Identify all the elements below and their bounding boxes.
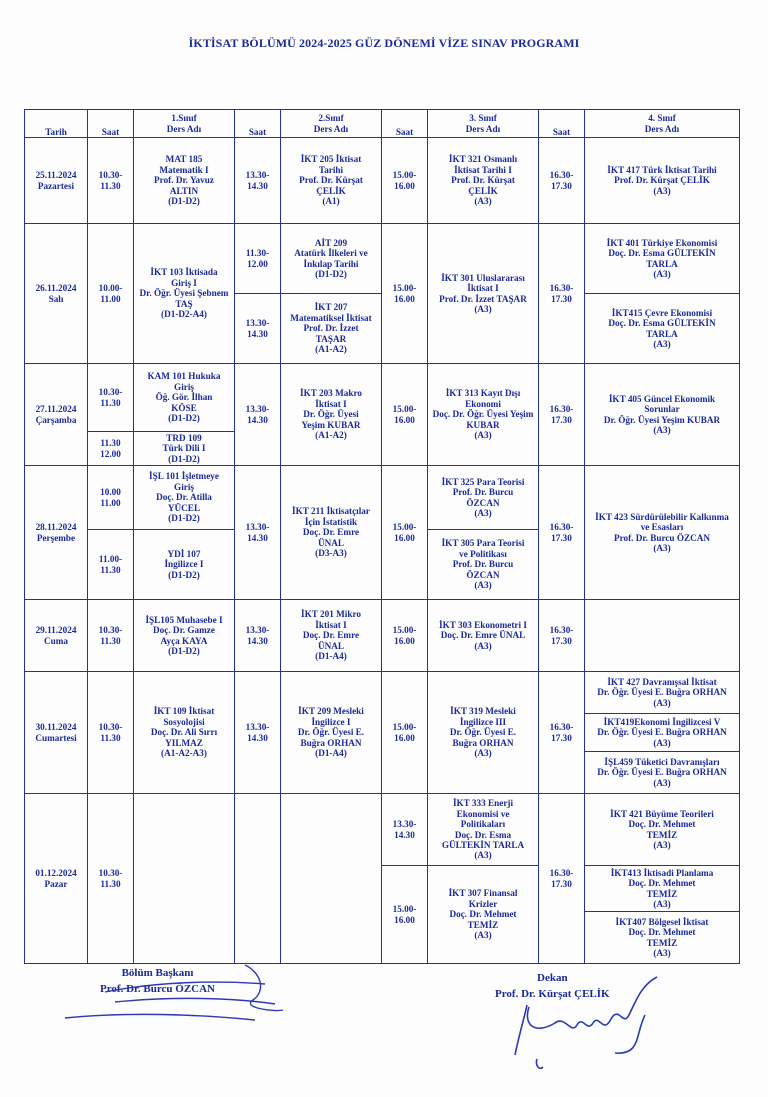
course-cell [134,794,235,964]
course-cell: İKT 103 İktisada Giriş I Dr. Öğr. Üyesi Şebnem TAŞ (D1-D2-A4) [134,224,235,364]
department-head-signature-scrawl [45,960,285,1030]
course-cell: İKT 211 İktisatçılar İçin İstatistik Doç. Dr. Emre ÜNAL (D3-A3) [281,466,382,600]
course-cell: İŞL459 Tüketici Davranışları Dr. Öğr. Üyesi E. Buğra ORHAN (A3) [585,752,740,794]
header-saat: Saat [235,110,281,138]
date-cell: 26.11.2024 Salı [25,224,88,364]
course-cell: İKT 209 Mesleki İngilizce I Dr. Öğr. Üyesi E. Buğra ORHAN (D1-A4) [281,672,382,794]
time-cell: 10.30- 11.30 [88,600,134,672]
time-cell: 13.30- 14.30 [235,364,281,466]
course-cell: İKT 301 Uluslararası İktisat I Prof. Dr. İzzet TAŞAR (A3) [428,224,539,364]
course-cell: İKT 201 Mikro İktisat I Doç. Dr. Emre ÜNAL (D1-A4) [281,600,382,672]
time-cell: 10.30- 11.30 [88,138,134,224]
course-cell: İKT 305 Para Teorisi ve Politikası Prof. Dr. Burcu ÖZCAN (A3) [428,530,539,600]
course-cell: KAM 101 Hukuka Giriş Öğ. Gör. İlhan KÖSE (D1-D2) [134,364,235,432]
course-cell: İKT 325 Para Teorisi Prof. Dr. Burcu ÖZCAN (A3) [428,466,539,530]
time-cell: 10.30- 11.30 [88,672,134,794]
course-cell: İKT413 İktisadi Planlama Doç. Dr. Mehmet TEMİZ (A3) [585,866,740,912]
header-saat: Saat [382,110,428,138]
exam-schedule-table [24,109,740,964]
time-cell: 16.30- 17.30 [539,794,585,964]
time-cell: 13.30- 14.30 [235,294,281,364]
course-cell: İKT 205 İktisat Tarihi Prof. Dr. Kürşat ÇELİK (A1) [281,138,382,224]
date-cell: 25.11.2024 Pazartesi [25,138,88,224]
course-cell: İKT 417 Türk İktisat Tarihi Prof. Dr. Kürşat ÇELİK (A3) [585,138,740,224]
course-cell: İKT 321 Osmanlı İktisat Tarihi I Prof. Dr. Kürşat ÇELİK (A3) [428,138,539,224]
time-cell: 11.30- 12.00 [235,224,281,294]
time-cell: 15.00- 16.00 [382,672,428,794]
time-cell: 16.30- 17.30 [539,600,585,672]
time-cell: 16.30- 17.30 [539,364,585,466]
table-row [25,364,740,432]
time-cell: 13.30- 14.30 [235,466,281,600]
course-cell: İKT 423 Sürdürülebilir Kalkınma ve Esasları Prof. Dr. Burcu ÖZCAN (A3) [585,466,740,600]
time-cell: 16.30- 17.30 [539,138,585,224]
date-cell: 27.11.2024 Çarşamba [25,364,88,466]
time-cell: 11.00- 11.30 [88,530,134,600]
time-cell: 13.30- 14.30 [382,794,428,866]
time-cell: 15.00- 16.00 [382,466,428,600]
page-title: İKTİSAT BÖLÜMÜ 2024-2025 GÜZ DÖNEMİ VİZE SINAV PROGRAMI [188,36,580,50]
time-cell: 10.30- 11.30 [88,364,134,432]
dean-name: Prof. Dr. Kürşat ÇELİK [495,988,610,1000]
course-cell: İKT 427 Davranışsal İktisat Dr. Öğr. Üyesi E. Buğra ORHAN (A3) [585,672,740,714]
date-cell: 29.11.2024 Cuma [25,600,88,672]
course-cell: İKT 405 Güncel Ekonomik Sorunlar Dr. Öğr. Üyesi Yeşim KUBAR (A3) [585,364,740,466]
table-row [25,600,740,672]
course-cell: İKT 109 İktisat Sosyolojisi Doç. Dr. Ali Sırrı YILMAZ (A1-A2-A3) [134,672,235,794]
table-row [25,466,740,530]
time-cell: 15.00- 16.00 [382,600,428,672]
course-cell: İKT415 Çevre Ekonomisi Doç. Dr. Esma GÜLTEKİN TARLA (A3) [585,294,740,364]
table-row [25,224,740,294]
time-cell: 13.30- 14.30 [235,672,281,794]
date-cell: 30.11.2024 Cumartesi [25,672,88,794]
course-cell: İKT 313 Kayıt Dışı Ekonomi Doç. Dr. Öğr. Üyesi Yeşim KUBAR (A3) [428,364,539,466]
course-cell: İKT 207 Matematiksel İktisat Prof. Dr. İzzet TAŞAR (A1-A2) [281,294,382,364]
time-cell: 15.00- 16.00 [382,364,428,466]
course-cell: İKT 303 Ekonometri I Doç. Dr. Emre ÜNAL (A3) [428,600,539,672]
table-row [25,138,740,224]
header-sinif-2: 2.Sınıf Ders Adı [281,110,382,138]
dean-signature-scrawl [495,975,665,1075]
header-sinif-4: 4. Sınıf Ders Adı [585,110,740,138]
time-cell: 16.30- 17.30 [539,466,585,600]
time-cell: 10.00 11.00 [88,466,134,530]
time-cell: 10.30- 11.30 [88,794,134,964]
course-cell: YDİ 107 İngilizce I (D1-D2) [134,530,235,600]
course-cell: TRD 109 Türk Dili I (D1-D2) [134,432,235,466]
course-cell: İKT407 Bölgesel İktisat Doç. Dr. Mehmet TEMİZ (A3) [585,912,740,964]
date-cell: 28.11.2024 Perşembe [25,466,88,600]
table-row [25,672,740,714]
course-cell: MAT 185 Matematik I Prof. Dr. Yavuz ALTIN (D1-D2) [134,138,235,224]
time-cell: 13.30- 14.30 [235,138,281,224]
department-head-name: Prof. Dr. Burcu ÖZCAN [100,983,215,995]
header-sinif-3: 3. Sınıf Ders Adı [428,110,539,138]
course-cell: İKT 401 Türkiye Ekonomisi Doç. Dr. Esma GÜLTEKİN TARLA (A3) [585,224,740,294]
table-row [25,794,740,866]
header-row [25,110,740,138]
header-saat: Saat [539,110,585,138]
time-cell: 10.00- 11.00 [88,224,134,364]
time-cell: 15.00- 16.00 [382,866,428,964]
course-cell: İŞL 101 İşletmeye Giriş Doç. Dr. Atilla YÜCEL (D1-D2) [134,466,235,530]
course-cell: İKT 203 Makro İktisat I Dr. Öğr. Üyesi Yeşim KUBAR (A1-A2) [281,364,382,466]
header-tarih: Tarih [25,110,88,138]
time-cell: 11.30 12.00 [88,432,134,466]
date-cell: 01.12.2024 Pazar [25,794,88,964]
header-sinif-1: 1.Sınıf Ders Adı [134,110,235,138]
department-head-title: Bölüm Başkanı [121,967,194,979]
header-saat: Saat [88,110,134,138]
course-cell: İKT 307 Finansal Krizler Doç. Dr. Mehmet TEMİZ (A3) [428,866,539,964]
time-cell: 15.00- 16.00 [382,138,428,224]
course-cell [585,600,740,672]
course-cell: AİT 209 Atatürk İlkeleri ve İnkılap Tarihi (D1-D2) [281,224,382,294]
course-cell: İKT 319 Mesleki İngilizce III Dr. Öğr. Üyesi E. Buğra ORHAN (A3) [428,672,539,794]
dean-title: Dekan [537,972,568,984]
course-cell: İŞL105 Muhasebe I Doç. Dr. Gamze Ayça KAYA (D1-D2) [134,600,235,672]
time-cell: 13.30- 14.30 [235,600,281,672]
time-cell: 16.30- 17.30 [539,224,585,364]
time-cell: 15.00- 16.00 [382,224,428,364]
time-cell [235,794,281,964]
course-cell: İKT419Ekonomi İngilizcesi V Dr. Öğr. Üyesi E. Buğra ORHAN (A3) [585,714,740,752]
course-cell [281,794,382,964]
time-cell: 16.30- 17.30 [539,672,585,794]
course-cell: İKT 421 Büyüme Teorileri Doç. Dr. Mehmet TEMİZ (A3) [585,794,740,866]
course-cell: İKT 333 Enerji Ekonomisi ve Politikaları Doç. Dr. Esma GÜLTEKİN TARLA (A3) [428,794,539,866]
